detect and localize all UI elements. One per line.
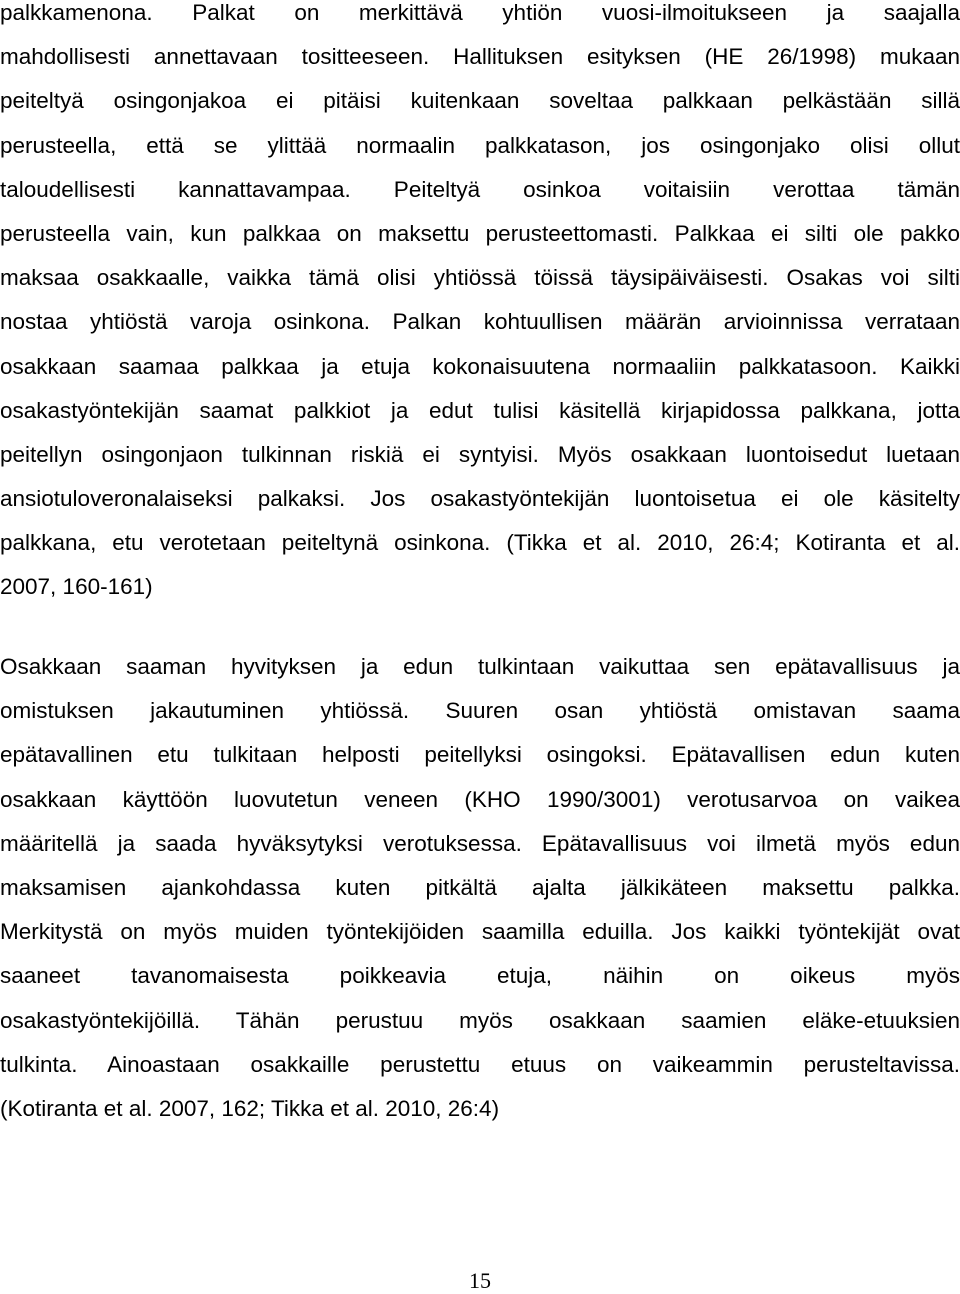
text-line: tulkinta. Ainoastaan osakkaille perustettu etuus on vaikeammin perusteltavissa. xyxy=(0,1051,960,1077)
text-line: omistuksen jakautuminen yhtiössä. Suuren osan yhtiöstä omistavan saama xyxy=(0,698,960,724)
text-line: peiteltyä osingonjakoa ei pitäisi kuitenkaan soveltaa palkkaan pelkästään sillä xyxy=(0,88,960,114)
text-line: palkkamenona. Palkat on merkittävä yhtiön vuosi-ilmoitukseen ja saajalla xyxy=(0,0,960,25)
text-line: (Kotiranta et al. 2007, 162; Tikka et al. 2010, 26:4) xyxy=(0,1095,500,1121)
page-number: 15 xyxy=(469,1268,491,1293)
text-line: epätavallinen etu tulkitaan helposti peitellyksi osingoksi. Epätavallisen edun kuten xyxy=(0,742,960,768)
text-line: maksaa osakkaalle, vaikka tämä olisi yhtiössä töissä täysipäiväisesti. Osakas voi silti xyxy=(0,265,960,291)
text-line: perusteella vain, kun palkkaa on maksettu perusteettomasti. Palkkaa ei silti ole pakko xyxy=(0,220,960,246)
paragraph-salary-dividend xyxy=(0,0,960,610)
text-line: 2007, 160-161) xyxy=(0,574,153,600)
text-line: perusteella, että se ylittää normaalin palkkatason, jos osingonjako olisi ollut xyxy=(0,132,960,158)
text-line: nostaa yhtiöstä varoja osinkona. Palkan kohtuullisen määrän arvioinnissa verrataan xyxy=(0,309,960,335)
text-line: osakastyöntekijän saamat palkkiot ja edut tulisi käsitellä kirjapidossa palkkana, jotta xyxy=(0,397,960,423)
text-line: Osakkaan saaman hyvityksen ja edun tulkintaan vaikuttaa sen epätavallisuus ja xyxy=(0,654,960,679)
text-line: palkkana, etu verotetaan peiteltynä osinkona. (Tikka et al. 2010, 26:4; Kotiranta et al. xyxy=(0,530,960,556)
text-line: osakastyöntekijöillä. Tähän perustuu myös osakkaan saamien eläke-etuuksien xyxy=(0,1007,960,1033)
text-line: määritellä ja saada hyväksytyksi verotuksessa. Epätavallisuus voi ilmetä myös edun xyxy=(0,830,960,856)
text-line: taloudellisesti kannattavampaa. Peiteltyä osinkoa voitaisiin verottaa tämän xyxy=(0,176,960,202)
text-line: osakkaan saamaa palkkaa ja etuja kokonaisuutena normaaliin palkkatasoon. Kaikki xyxy=(0,353,960,379)
text-line: Merkitystä on myös muiden työntekijöiden saamilla eduilla. Jos kaikki työntekijät ovat xyxy=(0,919,960,945)
text-line: peitellyn osingonjaon tulkinnan riskiä ei syntyisi. Myös osakkaan luontoisedut luetaan xyxy=(0,441,960,467)
text-line: maksamisen ajankohdassa kuten pitkältä ajalta jälkikäteen maksettu palkka. xyxy=(0,874,960,900)
paragraph-unusual-benefits xyxy=(0,645,960,1131)
text-line: saaneet tavanomaisesta poikkeavia etuja, näihin on oikeus myös xyxy=(0,963,960,989)
text-line: mahdollisesti annettavaan tositteeseen. Hallituksen esityksen (HE 26/1998) mukaan xyxy=(0,44,960,70)
text-line: ansiotuloveronalaiseksi palkaksi. Jos osakastyöntekijän luontoisetua ei ole käsitelty xyxy=(0,486,960,512)
text-line: osakkaan käyttöön luovutetun veneen (KHO 1990/3001) verotusarvoa on vaikea xyxy=(0,786,960,812)
